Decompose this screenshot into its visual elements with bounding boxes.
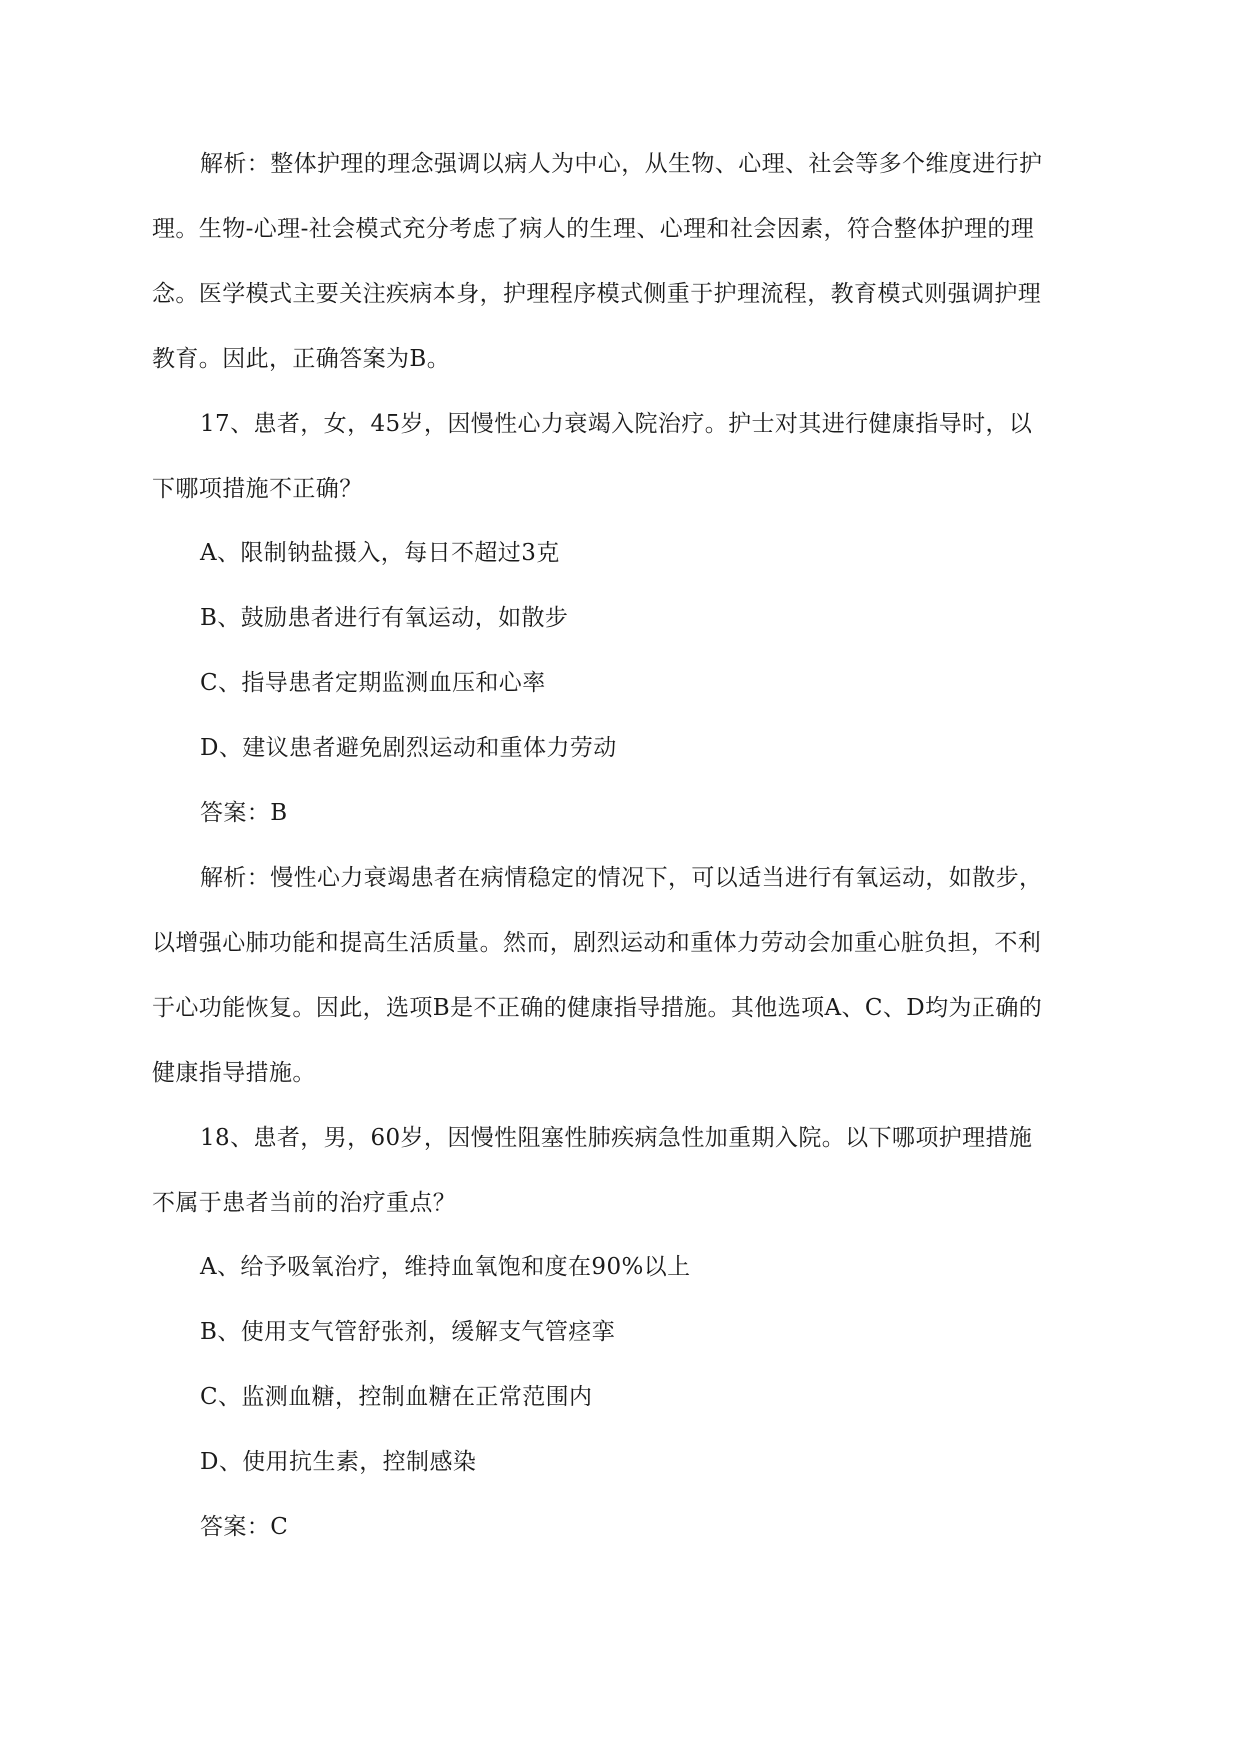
q18-option-a: A、给予吸氧治疗，维持血氧饱和度在90%以上 xyxy=(200,1254,691,1280)
q18-option-b: B、使用支气管舒张剂，缓解支气管痉挛 xyxy=(200,1319,616,1345)
q18-question-line: 不属于患者当前的治疗重点？ xyxy=(152,1190,457,1216)
q18-option-c: C、监测血糖，控制血糖在正常范围内 xyxy=(200,1384,593,1410)
q17-option-a: A、限制钠盐摄入，每日不超过3克 xyxy=(200,540,560,566)
q16-analysis-line: 念。医学模式主要关注疾病本身，护理程序模式侧重于护理流程，教育模式则强调护理 xyxy=(152,281,1042,307)
q17-option-c: C、指导患者定期监测血压和心率 xyxy=(200,670,546,696)
q17-analysis-line: 解析：慢性心力衰竭患者在病情稳定的情况下，可以适当进行有氧运动，如散步， xyxy=(200,865,1043,891)
q17-option-b: B、鼓励患者进行有氧运动，如散步 xyxy=(200,605,569,631)
q17-analysis-line: 以增强心肺功能和提高生活质量。然而，剧烈运动和重体力劳动会加重心脏负担，不利 xyxy=(152,930,1042,956)
q17-question-line: 下哪项措施不正确？ xyxy=(152,476,363,502)
q17-answer: 答案：B xyxy=(200,800,288,826)
q18-answer: 答案：C xyxy=(200,1514,289,1540)
q17-option-d: D、建议患者避免剧烈运动和重体力劳动 xyxy=(200,735,617,761)
q17-analysis-line: 于心功能恢复。因此，选项B是不正确的健康指导措施。其他选项A、C、D均为正确的 xyxy=(152,995,1043,1021)
q16-analysis-line: 理。生物-心理-社会模式充分考虑了病人的生理、心理和社会因素，符合整体护理的理 xyxy=(152,216,1035,242)
q17-question-line: 17、患者，女，45岁，因慢性心力衰竭入院治疗。护士对其进行健康指导时，以 xyxy=(200,411,1033,437)
q18-question-line: 18、患者，男，60岁，因慢性阻塞性肺疾病急性加重期入院。以下哪项护理措施 xyxy=(200,1125,1033,1151)
q16-analysis-line: 解析：整体护理的理念强调以病人为中心，从生物、心理、社会等多个维度进行护 xyxy=(200,151,1043,177)
q17-analysis-line: 健康指导措施。 xyxy=(152,1060,316,1086)
q18-option-d: D、使用抗生素，控制感染 xyxy=(200,1449,477,1475)
q16-analysis-line: 教育。因此，正确答案为B。 xyxy=(152,346,451,372)
